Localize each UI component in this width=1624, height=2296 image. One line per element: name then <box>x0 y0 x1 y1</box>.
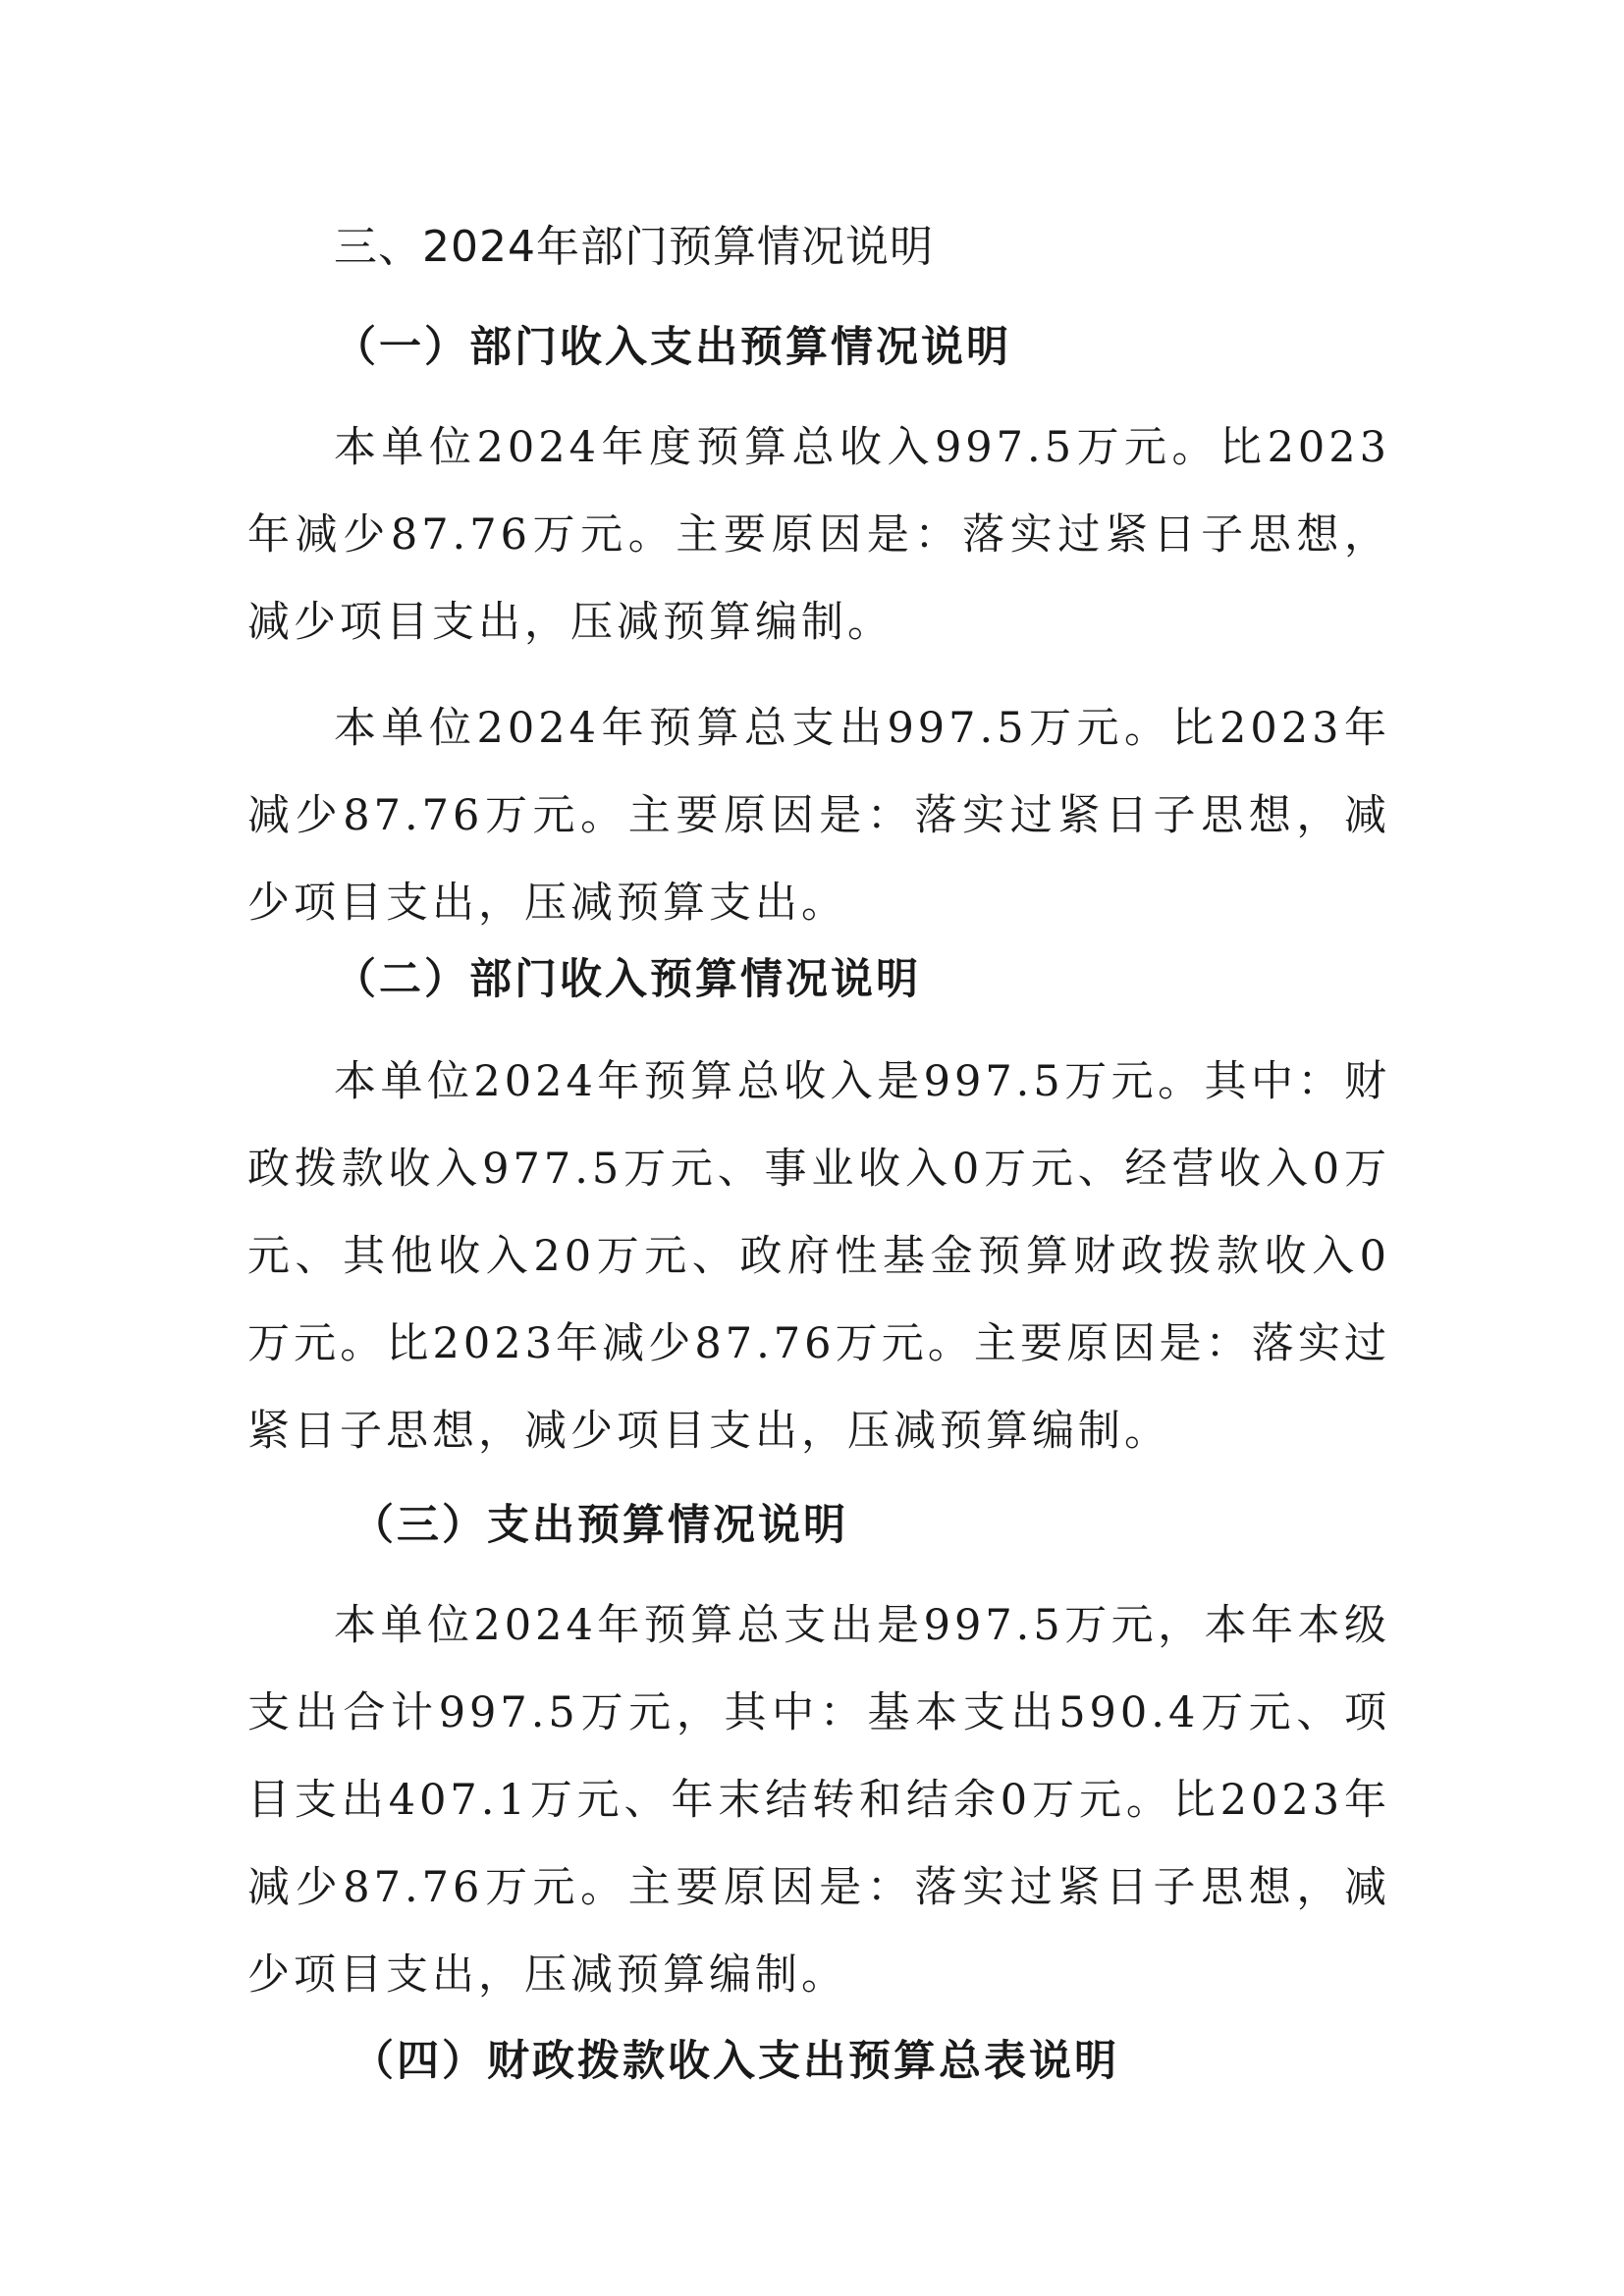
paragraph-total-expenditure: 本单位2024年预算总支出997.5万元。比2023年减少87.76万元。主要原因是：落实过紧日子思想，减少项目支出，压减预算支出。 <box>247 704 1390 928</box>
section-heading-income-expenditure: （一）部门收入支出预算情况说明 <box>334 323 1011 372</box>
main-heading: 三、2024年部门预算情况说明 <box>334 222 934 272</box>
paragraph-expenditure-breakdown: 本单位2024年预算总支出是997.5万元，本年本级支出合计997.5万元，其中：基本支出590.4万元、项目支出407.1万元、年末结转和结余0万元。比2023年减少87.76万元。主要原因是：落实过紧日子思想，减少项目支出，压减预算编制。 <box>247 1601 1390 2000</box>
paragraph-total-income: 本单位2024年度预算总收入997.5万元。比2023年减少87.76万元。主要原因是：落实过紧日子思想，减少项目支出，压减预算编制。 <box>247 423 1390 647</box>
section-heading-fiscal-appropriation: （四）财政拨款收入支出预算总表说明 <box>352 2037 1119 2086</box>
section-heading-income: （二）部门收入预算情况说明 <box>334 955 921 1004</box>
paragraph-income-breakdown: 本单位2024年预算总收入是997.5万元。其中：财政拨款收入977.5万元、事业收入0万元、经营收入0万元、其他收入20万元、政府性基金预算财政拨款收入0万元。比2023年减少87.76万元。主要原因是：落实过紧日子思想，减少项目支出，压减预算编制。 <box>247 1057 1390 1456</box>
section-heading-expenditure: （三）支出预算情况说明 <box>352 1501 848 1550</box>
